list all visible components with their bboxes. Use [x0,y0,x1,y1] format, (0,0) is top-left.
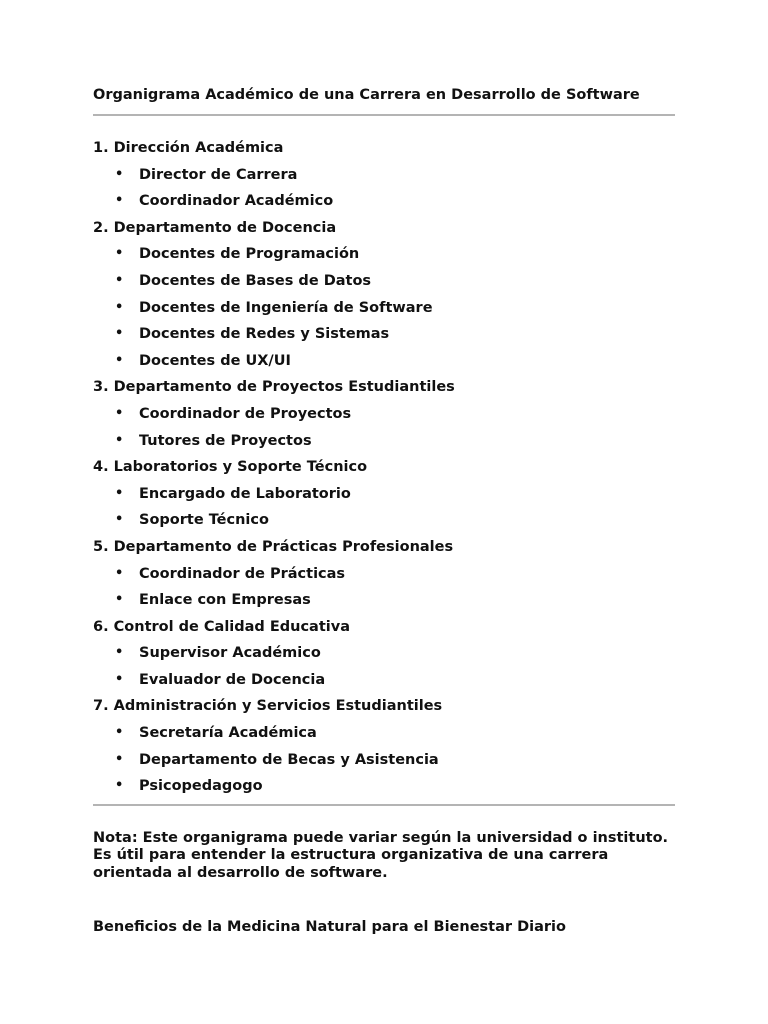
bottom-divider [93,804,675,806]
list-item-label: Docentes de Bases de Datos [139,272,372,289]
org-outline [93,135,675,800]
bullet-icon: • [115,592,124,608]
list-item [93,162,675,189]
list-item [93,321,675,348]
list-item [93,587,675,614]
next-article-heading: Beneficios de la Medicina Natural para el Bienestar Diario [93,919,566,936]
list-item-label: Secretaría Académica [139,725,317,742]
list-item [93,667,675,694]
section-heading: 1. Dirección Académica [93,140,284,156]
bullet-icon: • [115,565,124,581]
list-item-label: Coordinador Académico [139,193,334,210]
note-line: Es útil para entender la estructura organizativa de una carrera [93,847,609,864]
section-item-list [93,481,675,534]
list-item-label: Encargado de Laboratorio [139,485,351,502]
list-item [93,295,675,322]
section-heading: 5. Departamento de Prácticas Profesionales [93,538,454,555]
bullet-icon: • [115,645,124,661]
section-heading: 4. Laboratorios y Soporte Técnico [93,459,368,476]
list-item-label: Coordinador de Proyectos [139,405,352,422]
bullet-icon: • [115,352,124,368]
section-item-list [93,640,675,693]
list-item [93,348,675,375]
bullet-icon: • [115,725,124,741]
list-item-label: Docentes de Redes y Sistemas [139,326,390,343]
list-item-label: Coordinador de Prácticas [139,565,346,582]
list-item [93,747,675,774]
document-title: Organigrama Académico de una Carrera en Desarrollo de Software [93,87,640,103]
bullet-icon: • [115,512,124,528]
list-item [93,401,675,428]
note-block [93,830,675,883]
bullet-icon: • [115,671,124,687]
bullet-icon: • [115,299,124,315]
note-line: Nota: Este organigrama puede variar según la universidad o instituto. [93,829,669,846]
section-heading: 7. Administración y Servicios Estudiantiles [93,698,443,715]
bullet-icon: • [115,246,124,262]
list-item-label: Supervisor Académico [139,645,321,662]
section-item-list [93,720,675,800]
list-item-label: Enlace con Empresas [139,592,311,609]
list-item [93,773,675,800]
section-heading: 3. Departamento de Proyectos Estudiantiles [93,379,455,396]
list-item [93,268,675,295]
bullet-icon: • [115,405,124,421]
section-item-list [93,241,675,374]
bullet-icon: • [115,751,124,767]
list-item [93,188,675,215]
list-item [93,481,675,508]
list-item-label: Evaluador de Docencia [139,671,326,688]
document-page [93,84,675,938]
list-item [93,640,675,667]
list-item-label: Docentes de Ingeniería de Software [139,299,433,316]
section-item-list [93,162,675,215]
list-item-label: Docentes de UX/UI [139,352,291,369]
list-item [93,507,675,534]
list-item-label: Soporte Técnico [139,512,269,529]
bullet-icon: • [115,193,124,209]
bullet-icon: • [115,432,124,448]
section-item-list [93,401,675,454]
list-item-label: Director de Carrera [139,166,298,183]
bullet-icon: • [115,326,124,342]
bullet-icon: • [115,166,124,182]
list-item-label: Departamento de Becas y Asistencia [139,751,439,768]
list-item-label: Tutores de Proyectos [139,432,312,449]
list-item [93,720,675,747]
list-item-label: Psicopedagogo [139,778,263,795]
note-line: orientada al desarrollo de software. [93,864,388,881]
list-item-label: Docentes de Programación [139,246,360,263]
bullet-icon: • [115,485,124,501]
bullet-icon: • [115,778,124,794]
bullet-icon: • [115,272,124,288]
top-divider [93,114,675,116]
list-item [93,241,675,268]
section-heading: 6. Control de Calidad Educativa [93,618,350,635]
section-heading: 2. Departamento de Docencia [93,219,337,236]
list-item [93,561,675,588]
list-item [93,428,675,455]
section-item-list [93,561,675,614]
